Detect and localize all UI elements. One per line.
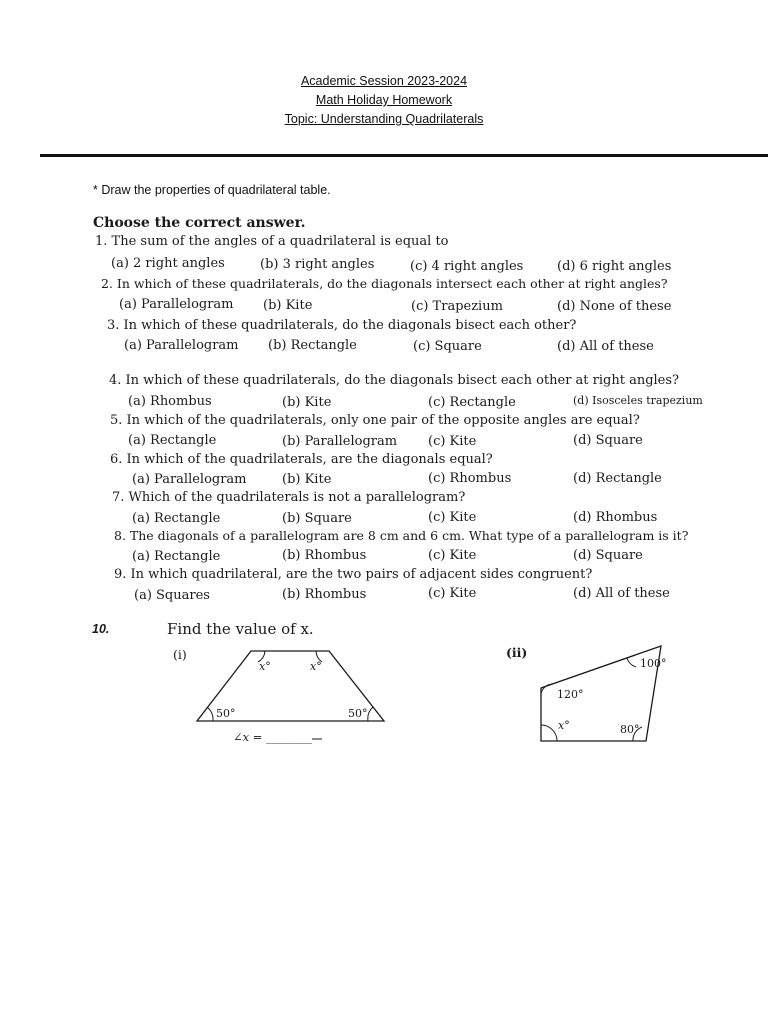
- quad-angle-bottom-right: 80°: [620, 723, 640, 736]
- homework-title: Math Holiday Homework: [315, 93, 453, 107]
- trap-angle-top-right: x°: [310, 660, 322, 673]
- angle-arc-120: [541, 684, 552, 698]
- angle-arc-x: [541, 725, 557, 741]
- q9-option-b: (b) Rhombus: [282, 587, 367, 602]
- q2-option-a: (a) Parallelogram: [119, 297, 234, 312]
- q1-option-d: (d) 6 right angles: [557, 259, 672, 274]
- answer-label: ∠x = ________: [233, 730, 313, 744]
- question-8: 8. The diagonals of a parallelogram are 8 cm and 6 cm. What type of a parallelogram is it?: [114, 528, 689, 543]
- question-1: 1. The sum of the angles of a quadrilateral is equal to: [95, 234, 449, 249]
- question-4: 4. In which of these quadrilaterals, do the diagonals bisect each other at right angles?: [109, 373, 680, 388]
- angle-arc-100: [627, 658, 636, 667]
- q2-option-d: (d) None of these: [557, 299, 672, 314]
- q4-option-b: (b) Kite: [282, 395, 332, 410]
- question-7: 7. Which of the quadrilaterals is not a parallelogram?: [112, 490, 466, 505]
- q3-option-a: (a) Parallelogram: [124, 338, 239, 353]
- q5-option-d: (d) Square: [573, 433, 643, 448]
- q5-option-b: (b) Parallelogram: [282, 434, 398, 449]
- instruction-text: * Draw the properties of quadrilateral table.: [93, 183, 331, 197]
- q5-option-c: (c) Kite: [428, 434, 477, 449]
- q7-option-b: (b) Square: [282, 511, 352, 526]
- q7-option-c: (c) Kite: [428, 510, 477, 525]
- part-ii-label: (ii): [506, 645, 528, 660]
- q1-option-c: (c) 4 right angles: [410, 259, 524, 274]
- quad-angle-top-right: 100°: [640, 657, 667, 670]
- q8-option-a: (a) Rectangle: [132, 549, 221, 564]
- question-10-title: Find the value of x.: [167, 620, 314, 638]
- q5-option-a: (a) Rectangle: [128, 433, 217, 448]
- q8-option-d: (d) Square: [573, 548, 643, 563]
- q9-option-c: (c) Kite: [428, 586, 477, 601]
- q4-option-d: (d) Isosceles trapezium: [573, 394, 703, 407]
- q9-option-a: (a) Squares: [134, 588, 210, 603]
- section-title: Choose the correct answer.: [93, 215, 306, 231]
- topic-title: Topic: Understanding Quadrilaterals: [284, 112, 484, 126]
- quad-angle-bottom-left: x°: [558, 719, 570, 732]
- trap-angle-bottom-right: 50°: [348, 707, 368, 720]
- session-title: Academic Session 2023-2024: [300, 74, 468, 88]
- q2-option-b: (b) Kite: [263, 298, 313, 313]
- q1-option-a: (a) 2 right angles: [111, 256, 225, 271]
- trap-angle-top-left: x°: [259, 660, 271, 673]
- q4-option-c: (c) Rectangle: [428, 395, 516, 410]
- q9-option-d: (d) All of these: [573, 586, 670, 601]
- question-5: 5. In which of the quadrilaterals, only one pair of the opposite angles are equal?: [110, 413, 640, 428]
- question-3: 3. In which of these quadrilaterals, do the diagonals bisect each other?: [107, 318, 577, 333]
- q7-option-d: (d) Rhombus: [573, 510, 658, 525]
- q4-option-a: (a) Rhombus: [128, 394, 212, 409]
- q8-option-c: (c) Kite: [428, 548, 477, 563]
- question-9: 9. In which quadrilateral, are the two pairs of adjacent sides congruent?: [114, 567, 593, 582]
- q6-option-c: (c) Rhombus: [428, 471, 512, 486]
- q3-option-b: (b) Rectangle: [268, 338, 357, 353]
- q3-option-c: (c) Square: [413, 339, 482, 354]
- q3-option-d: (d) All of these: [557, 339, 654, 354]
- q6-option-b: (b) Kite: [282, 472, 332, 487]
- question-10-number: 10.: [92, 622, 110, 636]
- question-6: 6. In which of the quadrilaterals, are the diagonals equal?: [110, 452, 493, 467]
- part-i-label: (i): [173, 647, 187, 662]
- q1-option-b: (b) 3 right angles: [260, 257, 375, 272]
- q6-option-d: (d) Rectangle: [573, 471, 662, 486]
- q6-option-a: (a) Parallelogram: [132, 472, 247, 487]
- trap-angle-bottom-left: 50°: [216, 707, 236, 720]
- q8-option-b: (b) Rhombus: [282, 548, 367, 563]
- question-2: 2. In which of these quadrilaterals, do the diagonals intersect each other at right angles?: [101, 276, 668, 291]
- q7-option-a: (a) Rectangle: [132, 511, 221, 526]
- quad-angle-left-upper: 120°: [557, 688, 584, 701]
- q2-option-c: (c) Trapezium: [411, 299, 503, 314]
